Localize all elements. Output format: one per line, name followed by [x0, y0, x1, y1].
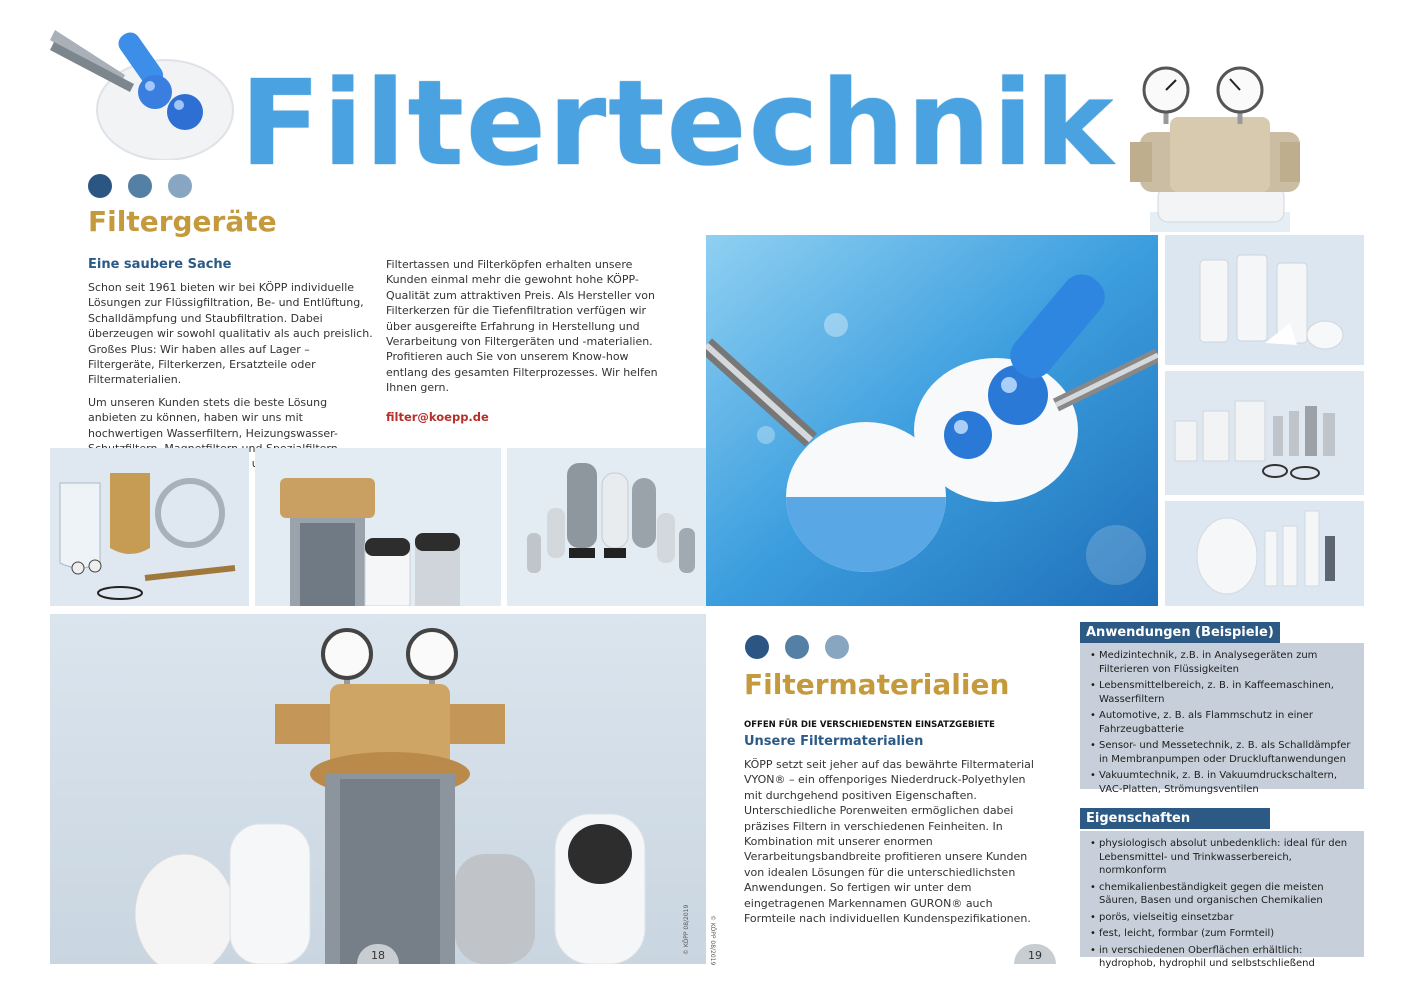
eigenschaften-title: Eigenschaften [1080, 808, 1270, 829]
filter-disc-hero-image [706, 235, 1158, 606]
subheading-saubere-sache: Eine saubere Sache [88, 257, 232, 272]
page-number-left: 18 [357, 944, 399, 964]
filter-with-cartridges-image [255, 448, 501, 606]
eigenschaften-list-box [1080, 831, 1364, 969]
list-item: • fest, leicht, formbar (zum Formteil) [1090, 927, 1354, 941]
subheading-unsere-filtermaterialien: Unsere Filtermaterialien [744, 734, 924, 749]
list-item: • Lebensmittelbereich, z. B. in Kaffeemaschinen, Wasserfiltern [1090, 679, 1354, 706]
text-column-2 [386, 257, 671, 403]
page-title: Filtertechnik [240, 54, 1116, 192]
kicker-text: OFFEN FÜR DIE VERSCHIEDENSTEN EINSATZGEBIETE [744, 720, 995, 730]
paragraph: Um unseren Kunden stets die beste Lösung anbieten zu können, haben wir uns mit hochwertigen Wasserfiltern, Heizungswasser- und [88, 395, 338, 456]
page-number-right: 19 [1014, 944, 1056, 964]
section-heading-filtergeraete: Filtergeräte [88, 205, 277, 238]
decorative-dots-left [88, 174, 192, 198]
filter-housing-image-top [1130, 62, 1300, 232]
list-item: • porös, vielseitig einsetzbar [1090, 911, 1354, 925]
copyright-left: © KÖPP 08/2019 [683, 904, 690, 955]
anwendungen-list-box [1080, 643, 1364, 795]
filter-formparts-image [1165, 501, 1364, 606]
list-item: • in verschiedenen Oberflächen erhältlich: hydrophob, hydrophil und selbstschließend [1090, 944, 1354, 971]
filter-housing-parts-image [50, 448, 249, 606]
list-item: • Sensor- und Messetechnik, z. B. als Schalldämpfer in Membranpumpen oder Druckluftanwendungen [1090, 739, 1354, 766]
copyright-right: © KÖPP 08/2019 [709, 915, 716, 966]
filter-housing-hero-image [50, 614, 706, 964]
filter-parts-assortment-image [1165, 371, 1364, 495]
list-item: • Automotive, z. B. als Flammschutz in einer Fahrzeugbatterie [1090, 709, 1354, 736]
list-item: • Medizintechnik, z.B. in Analysegeräten zum Filterieren von Flüssigkeiten [1090, 649, 1354, 676]
anwendungen-title: Anwendungen (Beispiele) [1080, 622, 1280, 643]
paragraph: Schon seit 1961 bieten wir bei KÖPP individuelle Lösungen zur Flüssigfiltration, Be- und Entlüftung, Schalldämpfung und Staubfiltration. Dabei überzeugen wir sowohl qualitativ als auch preislich. Großes Plus: Wir haben alles auf Lager – Filtergeräte, Filterkerzen, Ersatzteile oder Filtermaterialien. [88, 281, 373, 387]
paragraph: Filtertassen und Filterköpfen erhalten unsere Kunden einmal mehr die gewohnt hohe KÖPP-Qualität zum attraktiven Preis. Als Hersteller von Filterkerzen für die Tiefenfiltration verfügen wir über ausgereifte Erfahrung in Herstellung und Verarbeitung von Filtergeräten und -materialien. Profitieren auch Sie von unserem Know-how entlang des gesamten Filterprozesses. Wir helfen Ihnen gern. [386, 258, 658, 395]
list-item: • Vakuumtechnik, z. B. in Vakuumdruckschaltern, VAC-Platten, Strömungsventilen [1090, 769, 1354, 796]
list-item: • chemikalienbeständigkeit gegen die meisten Säuren, Basen und organischen Chemikalien [1090, 881, 1354, 908]
silencer-cartridges-image [507, 448, 706, 606]
filter-cartridges-white-image [1165, 235, 1364, 365]
section-heading-filtermaterialien: Filtermaterialien [744, 668, 1010, 701]
email-link[interactable]: filter@koepp.de [386, 410, 489, 424]
pipette-disc-image [50, 30, 240, 160]
decorative-dots-right [745, 635, 849, 659]
filtermaterialien-body: KÖPP setzt seit jeher auf das bewährte Filtermaterial VYON® – ein offenporiges Niederdruck-Polyethylen mit durchgehend positiven Eigenschaften. Unterschiedliche Porenweiten ermöglichen dabei präzises Filtern in verschiedenen Feinheiten. In Kombination mit unserer enormen Verarbeitungsbandbreite profitieren unsere Kunden von idealen Lösungen für die unterschiedlichsten Anwendungen. So fertigen wir unter dem eingetragenen Markennamen GURON® auch Formteile nach individuellen Kundenspezifikationen. [744, 758, 1034, 926]
list-item: • physiologisch absolut unbedenklich: ideal für den Lebensmittel- und Trinkwasserbereich, normkonform [1090, 837, 1354, 878]
